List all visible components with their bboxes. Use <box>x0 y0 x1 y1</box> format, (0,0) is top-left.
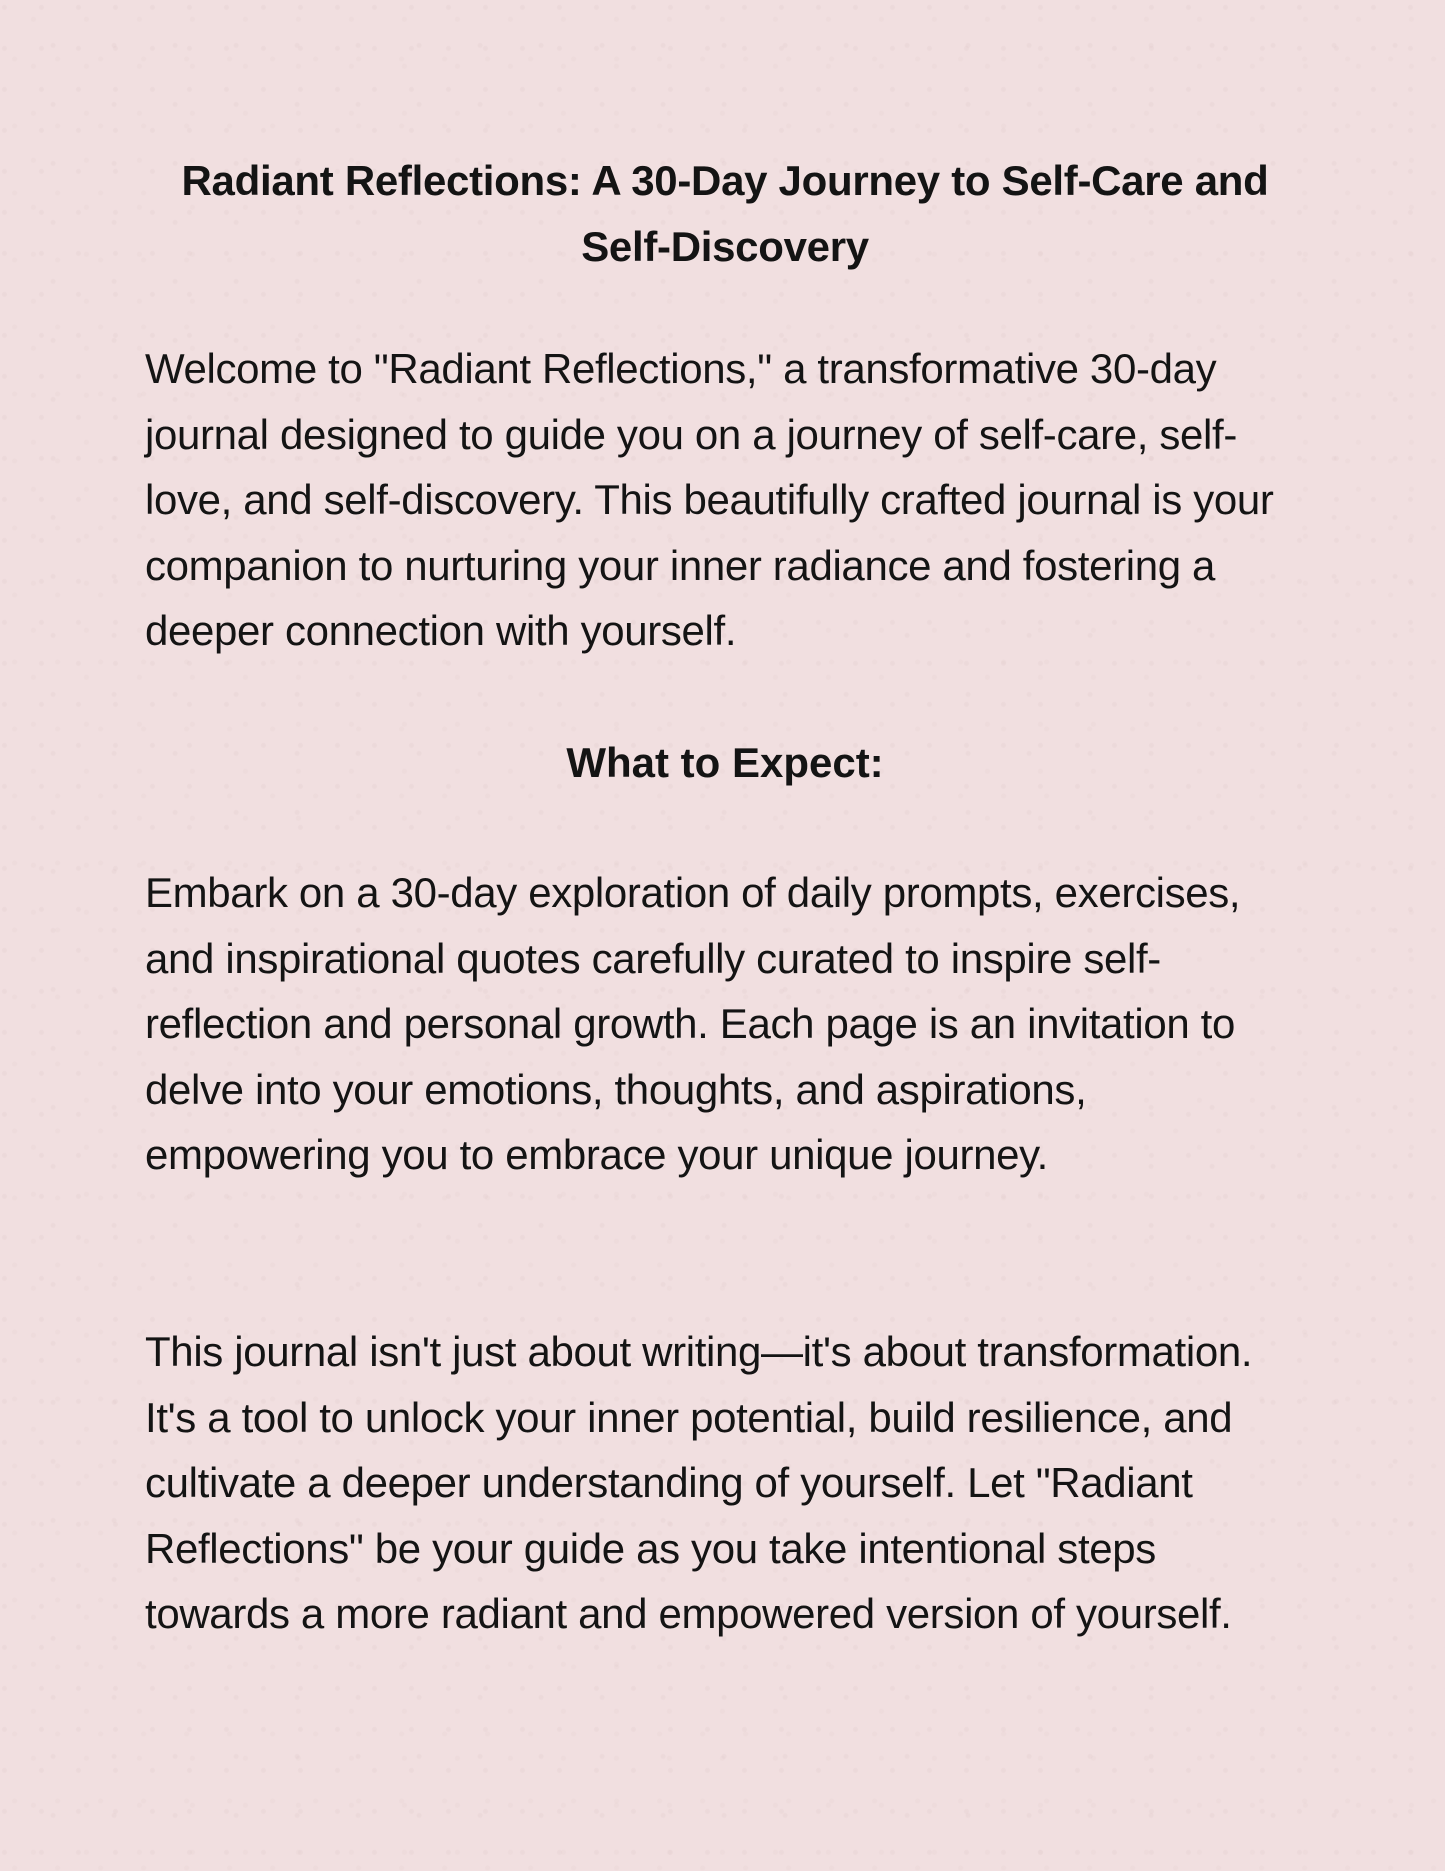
closing-paragraph: This journal isn't just about writing—it's about transformation. It's a tool to unlock your inner potential, build resilience, and cultivate a deeper understanding of yourself. Let "Radiant Reflections" be your guide as you take intentional steps towards a more radiant and empowered version of yourself. <box>145 1328 1253 1637</box>
intro-paragraph: Welcome to "Radiant Reflections," a transformative 30-day journal designed to guide you on a journey of self-care, self-love, and self-discovery. This beautifully crafted journal is your companion to nurturing your inner radiance and fostering a deeper connection with yourself. <box>145 345 1274 654</box>
page-title: Radiant Reflections: A 30-Day Journey to Self-Care and Self-Discovery <box>181 157 1269 270</box>
expect-paragraph: Embark on a 30-day exploration of daily prompts, exercises, and inspirational quotes carefully curated to inspire self-reflection and personal growth. Each page is an invitation to delve into your emotions, thoughts, and aspirations, empowering you to embrace your unique journey. <box>145 869 1241 1178</box>
section-heading-what-to-expect: What to Expect: <box>566 739 884 786</box>
